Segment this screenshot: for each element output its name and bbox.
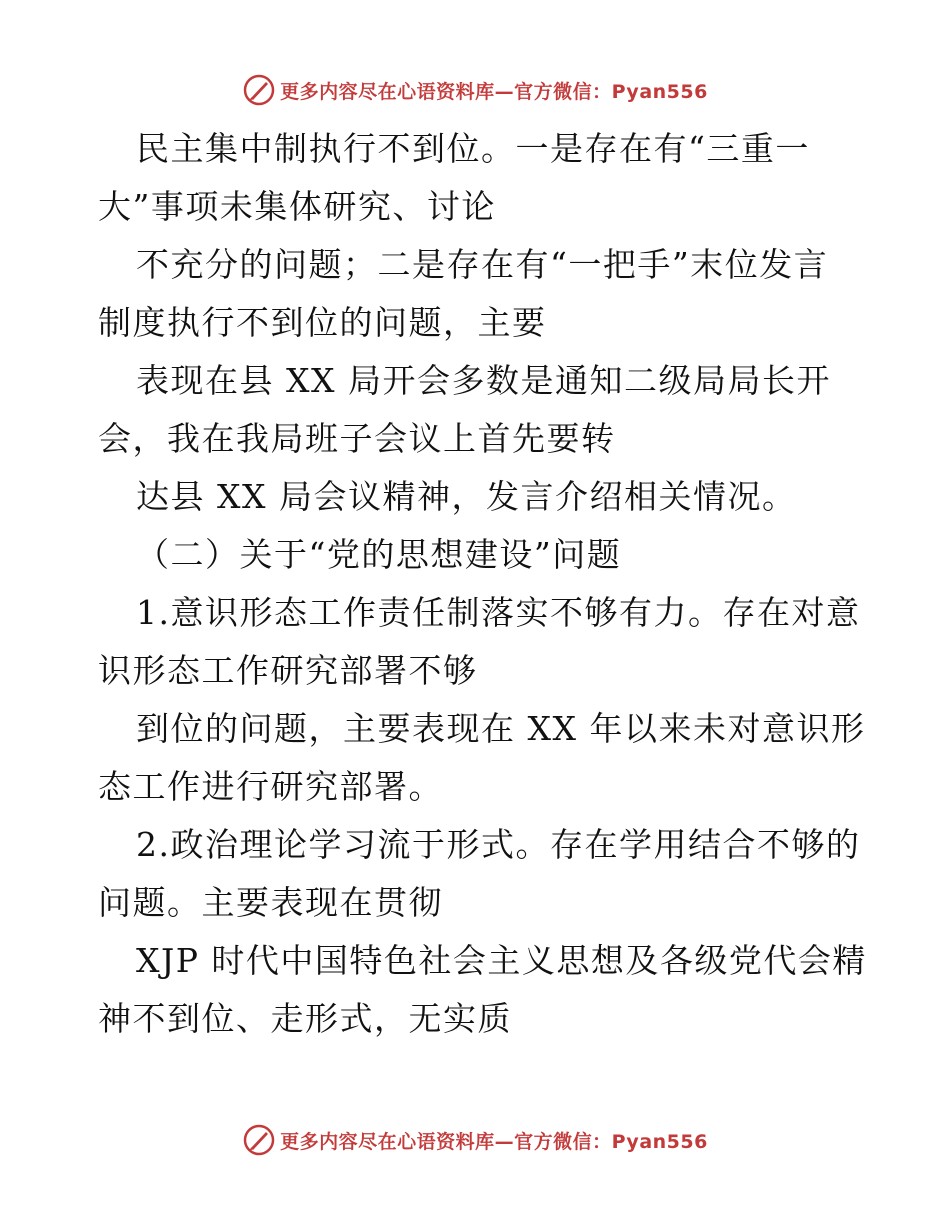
text-line: 民主集中制执行不到位。一是存在有“三重一 xyxy=(136,129,810,168)
text-line: 会，我在我局班子会议上首先要转 xyxy=(98,419,616,458)
text-line: 表现在县 XX 局开会多数是通知二级局局长开 xyxy=(136,361,831,400)
text-line: 达县 XX 局会议精神，发言介绍相关情况。 xyxy=(136,477,797,516)
text-line: 神不到位、走形式，无实质 xyxy=(98,999,512,1038)
watermark-text: 更多内容尽在心语资料库—官方微信：Pyan556 xyxy=(280,80,708,103)
header-watermark xyxy=(0,70,950,110)
text-line: 2.政治理论学习流于形式。存在学用结合不够的 xyxy=(136,825,861,864)
document-body xyxy=(98,120,867,1048)
text-line: 识形态工作研究部署不够 xyxy=(98,651,478,690)
watermark-text: 更多内容尽在心语资料库—官方微信：Pyan556 xyxy=(280,1130,708,1153)
text-line: 1.意识形态工作责任制落实不够有力。存在对意 xyxy=(136,593,861,632)
section-heading: （二）关于“党的思想建设”问题 xyxy=(136,535,622,574)
text-line: 到位的问题，主要表现在 XX 年以来未对意识形 xyxy=(136,709,866,748)
text-line: 不充分的问题；二是存在有“一把手”末位发言 xyxy=(136,245,829,284)
text-line: 制度执行不到位的问题，主要 xyxy=(98,303,547,342)
pen-quill-logo-icon xyxy=(242,1123,276,1157)
text-line: XJP 时代中国特色社会主义思想及各级党代会精 xyxy=(136,941,867,980)
text-line: 问题。主要表现在贯彻 xyxy=(98,883,443,922)
text-line: 大”事项未集体研究、讨论 xyxy=(98,187,496,226)
footer-watermark xyxy=(0,1120,950,1160)
pen-quill-logo-icon xyxy=(242,73,276,107)
text-line: 态工作进行研究部署。 xyxy=(98,767,443,806)
